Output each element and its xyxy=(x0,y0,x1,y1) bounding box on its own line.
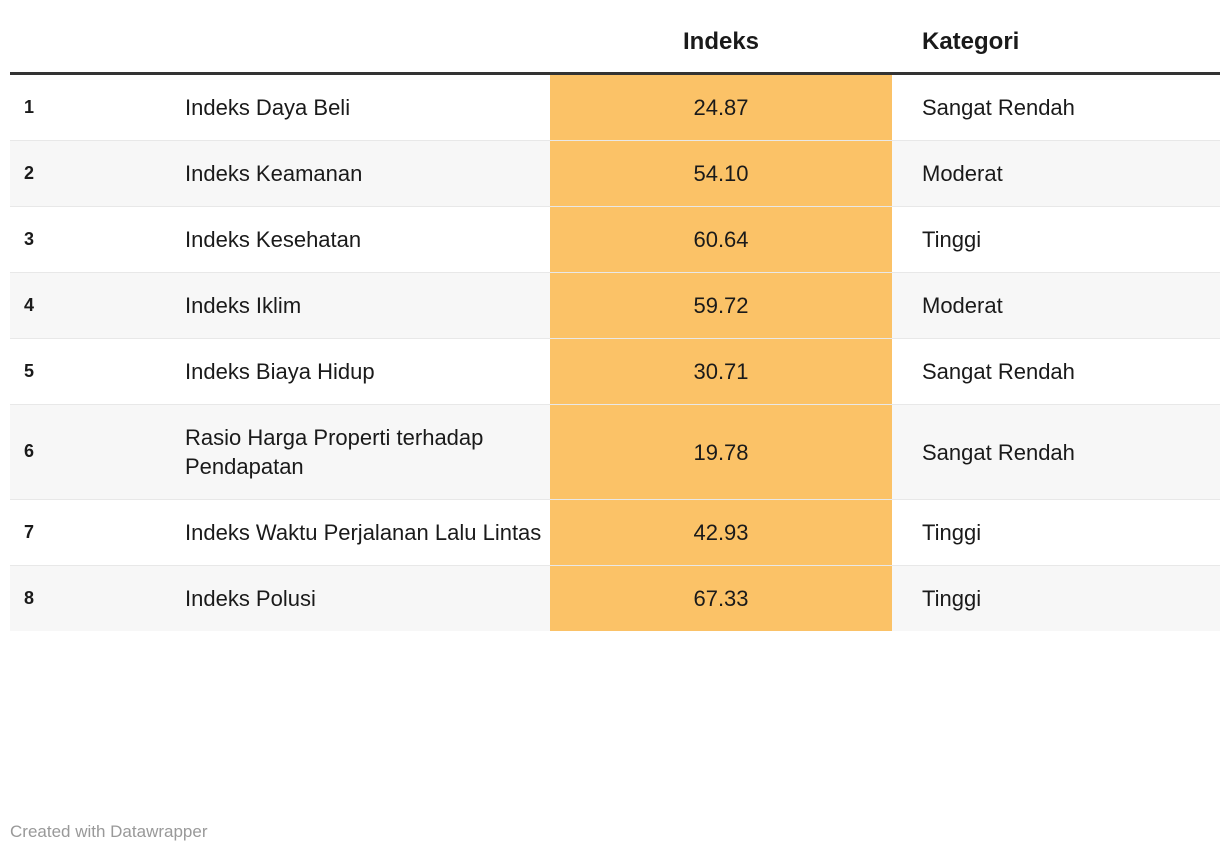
cell-rank: 3 xyxy=(10,207,175,273)
index-table xyxy=(10,28,1220,631)
cell-indeks: 19.78 xyxy=(550,405,892,500)
cell-rank: 5 xyxy=(10,339,175,405)
cell-indeks: 67.33 xyxy=(550,566,892,632)
table-row xyxy=(10,74,1220,141)
column-header-indeks: Indeks xyxy=(682,28,760,55)
table-row xyxy=(10,273,1220,339)
cell-indeks: 60.64 xyxy=(550,207,892,273)
cell-name: Indeks Daya Beli xyxy=(175,74,550,141)
cell-kategori: Sangat Rendah xyxy=(892,339,1220,405)
datawrapper-credit[interactable]: Created with Datawrapper xyxy=(10,822,208,841)
table-row xyxy=(10,141,1220,207)
cell-indeks: 24.87 xyxy=(550,74,892,141)
column-header-name xyxy=(175,28,550,74)
column-header-rank xyxy=(10,28,175,74)
table-header-row xyxy=(10,28,1220,74)
cell-name: Indeks Polusi xyxy=(175,566,550,632)
table-row xyxy=(10,405,1220,500)
table-row xyxy=(10,500,1220,566)
cell-kategori: Moderat xyxy=(892,141,1220,207)
cell-rank: 1 xyxy=(10,74,175,141)
cell-indeks: 54.10 xyxy=(550,141,892,207)
cell-rank: 8 xyxy=(10,566,175,632)
cell-kategori: Tinggi xyxy=(892,566,1220,632)
cell-indeks: 42.93 xyxy=(550,500,892,566)
cell-name: Indeks Waktu Perjalanan Lalu Lintas xyxy=(175,500,550,566)
cell-kategori: Tinggi xyxy=(892,500,1220,566)
table-chart-container xyxy=(0,28,1220,860)
cell-name: Indeks Iklim xyxy=(175,273,550,339)
cell-indeks: 30.71 xyxy=(550,339,892,405)
cell-kategori: Tinggi xyxy=(892,207,1220,273)
cell-indeks: 59.72 xyxy=(550,273,892,339)
cell-name: Indeks Biaya Hidup xyxy=(175,339,550,405)
cell-rank: 2 xyxy=(10,141,175,207)
cell-kategori: Sangat Rendah xyxy=(892,74,1220,141)
cell-name: Indeks Kesehatan xyxy=(175,207,550,273)
column-header-kategori: Kategori xyxy=(922,28,1020,55)
table-row xyxy=(10,566,1220,632)
cell-rank: 6 xyxy=(10,405,175,500)
cell-name: Indeks Keamanan xyxy=(175,141,550,207)
table-body xyxy=(10,74,1220,632)
table-header xyxy=(10,28,1220,74)
table-row xyxy=(10,339,1220,405)
cell-rank: 4 xyxy=(10,273,175,339)
cell-name: Rasio Harga Properti terhadap Pendapatan xyxy=(175,405,550,500)
table-row xyxy=(10,207,1220,273)
cell-kategori: Moderat xyxy=(892,273,1220,339)
cell-kategori: Sangat Rendah xyxy=(892,405,1220,500)
cell-rank: 7 xyxy=(10,500,175,566)
